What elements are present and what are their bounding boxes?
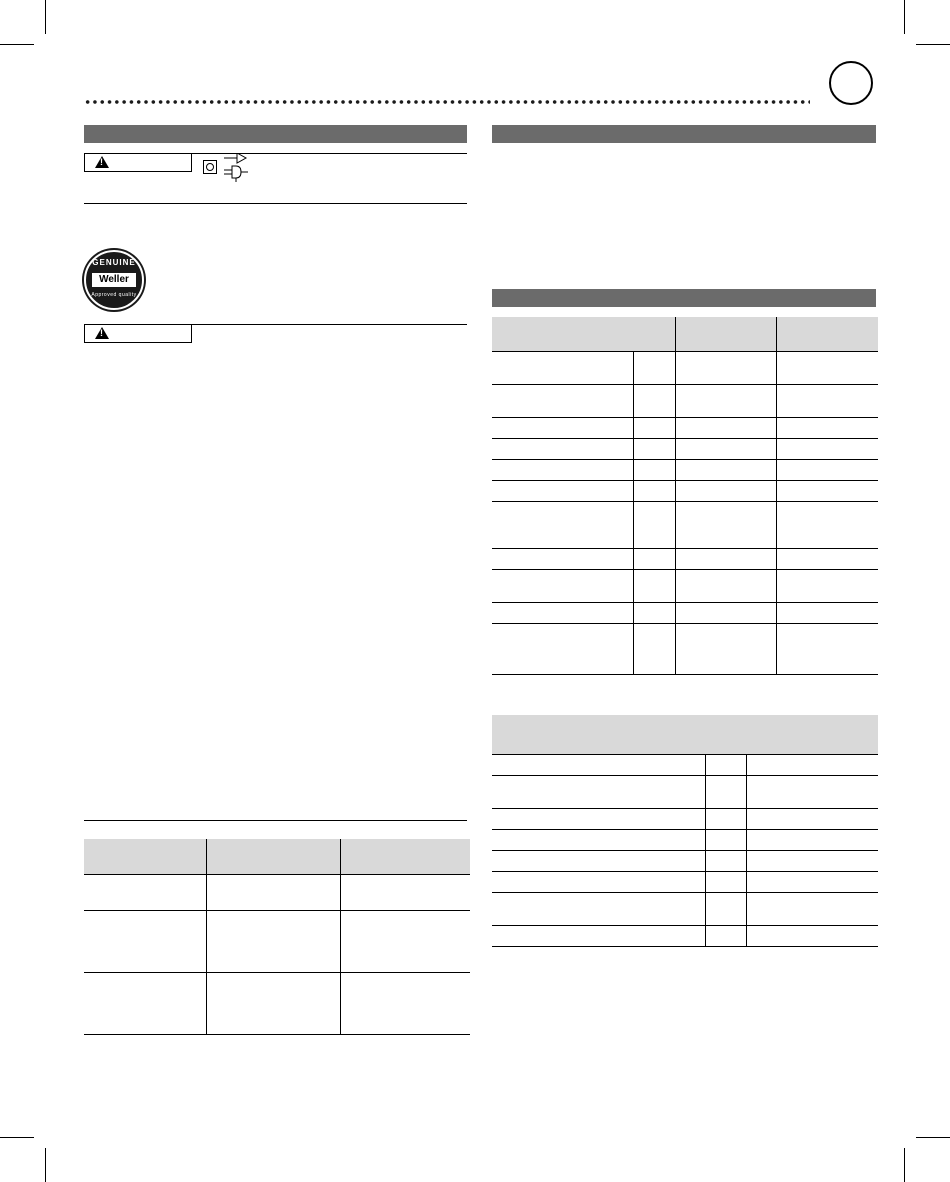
right-section-bar-1	[492, 125, 876, 143]
table-header-row	[492, 317, 878, 351]
seal-bottom-text: Approved quality	[91, 292, 137, 298]
table-cell	[492, 480, 633, 501]
table-cell	[492, 892, 705, 925]
table-row	[84, 972, 470, 1034]
table-cell	[675, 351, 776, 384]
table-cell	[492, 384, 633, 417]
warning-1-box	[84, 153, 192, 172]
table-cell	[705, 871, 746, 892]
table-header-cell	[492, 317, 675, 351]
table-cell	[776, 623, 878, 674]
seal-top-text: GENUINE	[92, 258, 136, 267]
table-cell	[776, 384, 878, 417]
spec-table	[492, 317, 878, 675]
table-cell	[633, 623, 675, 674]
plug-symbols-icon	[222, 153, 252, 183]
table-cell	[633, 384, 675, 417]
table-cell	[675, 548, 776, 569]
table-cell	[705, 754, 746, 775]
table-cell	[746, 775, 878, 808]
table-cell	[492, 871, 705, 892]
genuine-weller-seal	[84, 250, 144, 310]
table-row	[492, 384, 878, 417]
warning-triangle-icon	[95, 156, 109, 168]
second-table	[492, 715, 878, 947]
table-row	[492, 871, 878, 892]
crop-mark	[45, 1148, 46, 1182]
table-cell	[776, 351, 878, 384]
right-section-bar-2	[492, 289, 876, 307]
table-row	[492, 602, 878, 623]
table-row	[84, 874, 470, 910]
crop-mark	[0, 1137, 34, 1138]
table-cell	[492, 808, 705, 829]
table-header-cell	[84, 839, 206, 874]
header-dotted-rule	[84, 99, 810, 105]
table-cell	[705, 775, 746, 808]
table-cell	[776, 569, 878, 602]
table-row	[492, 925, 878, 946]
table-cell	[206, 874, 340, 910]
language-badge	[829, 61, 873, 105]
table-cell	[206, 910, 340, 972]
table-cell	[776, 459, 878, 480]
table-header-cell	[340, 839, 470, 874]
table-cell	[206, 972, 340, 1034]
table-row	[492, 548, 878, 569]
table-cell	[746, 829, 878, 850]
table-cell	[705, 808, 746, 829]
left-divider	[84, 203, 467, 204]
table-cell	[492, 417, 633, 438]
table-cell	[705, 925, 746, 946]
table-cell	[492, 438, 633, 459]
table-header-row	[492, 715, 878, 754]
table-header-cell	[492, 715, 878, 754]
table-cell	[705, 892, 746, 925]
table-cell	[776, 438, 878, 459]
table-cell	[492, 501, 633, 548]
table-cell	[675, 569, 776, 602]
table-cell	[776, 417, 878, 438]
table-cell	[633, 569, 675, 602]
table-cell	[746, 871, 878, 892]
table-cell	[633, 602, 675, 623]
table-row	[492, 775, 878, 808]
table-header-cell	[206, 839, 340, 874]
table-cell	[746, 754, 878, 775]
table-row	[492, 808, 878, 829]
table-cell	[675, 459, 776, 480]
table-row	[492, 850, 878, 871]
table-cell	[492, 850, 705, 871]
warning-2-rule	[192, 324, 467, 325]
table-cell	[675, 501, 776, 548]
table-header-row	[84, 839, 470, 874]
table-row	[492, 569, 878, 602]
table-cell	[492, 569, 633, 602]
table-cell	[340, 972, 470, 1034]
table-row	[84, 910, 470, 972]
table-cell	[633, 501, 675, 548]
table-cell	[84, 910, 206, 972]
table-row	[492, 829, 878, 850]
table-cell	[705, 850, 746, 871]
table-row	[492, 459, 878, 480]
left-bottom-table	[84, 839, 470, 1035]
table-cell	[705, 829, 746, 850]
table-header-cell	[776, 317, 878, 351]
left-bottom-divider	[84, 820, 467, 821]
table-row	[492, 438, 878, 459]
table-cell	[746, 850, 878, 871]
table-cell	[675, 602, 776, 623]
table-header-cell	[675, 317, 776, 351]
table-row	[492, 623, 878, 674]
table-cell	[492, 548, 633, 569]
table-cell	[340, 874, 470, 910]
table-cell	[776, 501, 878, 548]
table-cell	[776, 480, 878, 501]
table-row	[492, 501, 878, 548]
crop-mark	[0, 44, 34, 45]
table-cell	[746, 808, 878, 829]
table-cell	[340, 910, 470, 972]
crop-mark	[904, 1148, 905, 1182]
table-cell	[492, 351, 633, 384]
table-cell	[633, 351, 675, 384]
table-cell	[492, 754, 705, 775]
table-cell	[746, 892, 878, 925]
table-cell	[675, 438, 776, 459]
table-cell	[84, 874, 206, 910]
table-cell	[633, 459, 675, 480]
crop-mark	[916, 44, 950, 45]
warning-2-box	[84, 324, 192, 343]
table-cell	[675, 623, 776, 674]
table-cell	[492, 829, 705, 850]
table-cell	[492, 775, 705, 808]
dial-icon	[203, 160, 217, 174]
table-cell	[776, 602, 878, 623]
table-cell	[675, 417, 776, 438]
table-row	[492, 417, 878, 438]
left-section-bar	[84, 125, 467, 143]
crop-mark	[45, 0, 46, 34]
table-cell	[633, 548, 675, 569]
table-cell	[492, 925, 705, 946]
table-row	[492, 480, 878, 501]
table-row	[492, 892, 878, 925]
warning-triangle-icon	[95, 327, 109, 339]
seal-brand-text: Weller	[92, 273, 136, 287]
crop-mark	[916, 1137, 950, 1138]
table-cell	[675, 384, 776, 417]
table-cell	[633, 417, 675, 438]
table-cell	[746, 925, 878, 946]
table-row	[492, 351, 878, 384]
crop-mark	[904, 0, 905, 34]
table-cell	[492, 602, 633, 623]
table-cell	[492, 459, 633, 480]
table-cell	[84, 972, 206, 1034]
table-cell	[633, 480, 675, 501]
table-cell	[675, 480, 776, 501]
table-row	[492, 754, 878, 775]
table-cell	[633, 438, 675, 459]
table-cell	[776, 548, 878, 569]
table-cell	[492, 623, 633, 674]
